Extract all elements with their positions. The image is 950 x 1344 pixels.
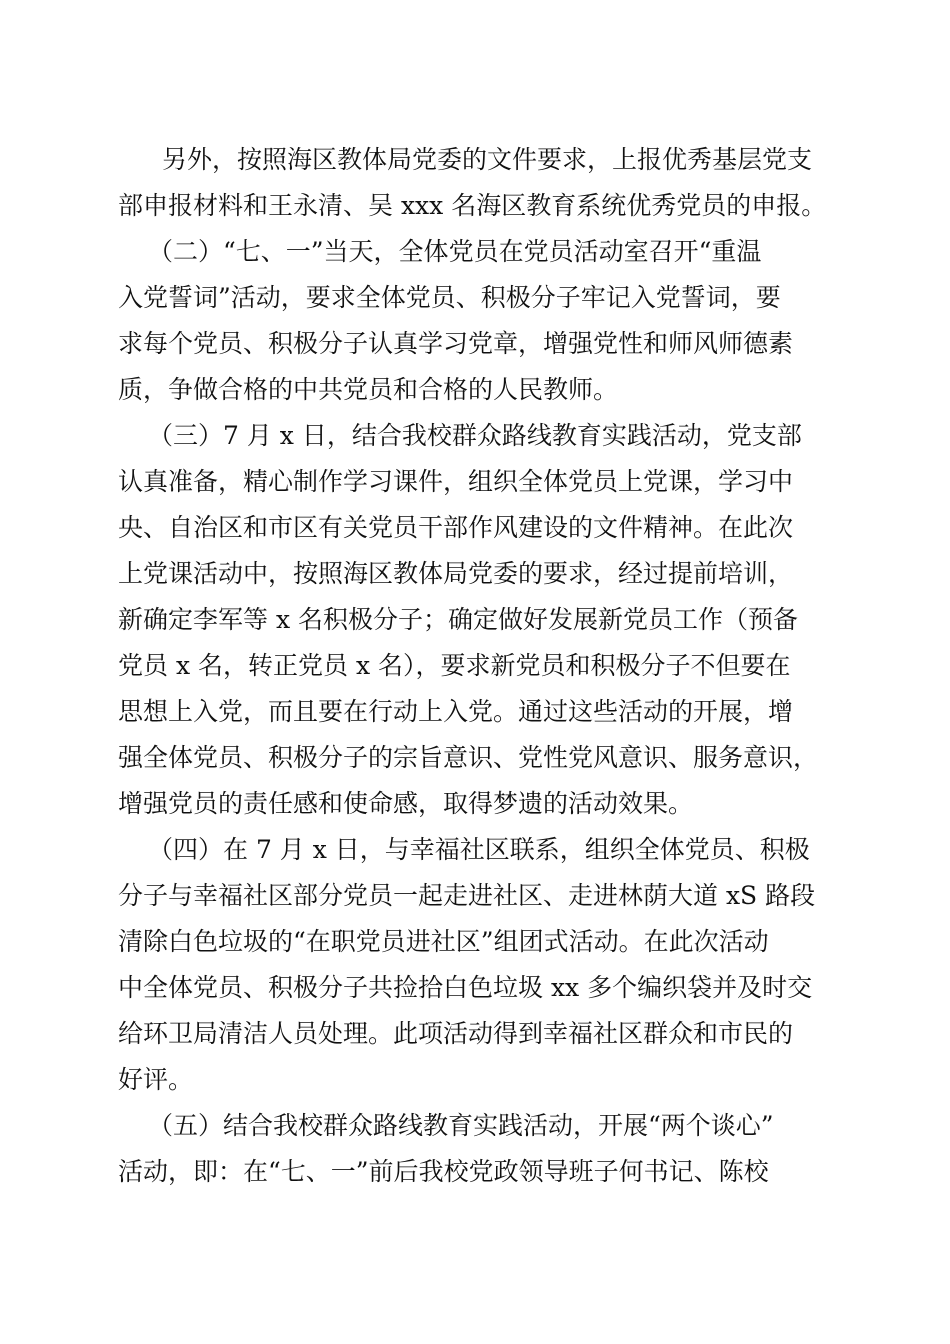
- paragraph-3-line-9: [0, 783, 950, 825]
- paragraph-3-line-4: [0, 553, 950, 595]
- text-line: 给环卫局清洁人员处理。此项活动得到幸福社区群众和市民的: [118, 1019, 794, 1048]
- text-line: 强全体党员、积极分子的宗旨意识、党性党风意识、服务意识，: [118, 743, 819, 772]
- text-line: 增强党员的责任感和使命感，取得梦遗的活动效果。: [118, 789, 694, 818]
- paragraph-4-line-3: [0, 921, 950, 963]
- paragraph-3-line-2: [0, 461, 950, 503]
- text-line: （三）7 月 x 日，结合我校群众路线教育实践活动，党支部: [148, 421, 802, 450]
- paragraph-5-line-1: [0, 1105, 950, 1147]
- text-line: 新确定李军等 x 名积极分子；确定做好发展新党员工作（预备: [118, 605, 798, 634]
- paragraph-3-line-8: [0, 737, 950, 779]
- text-line: 活动，即：在“七、一”前后我校党政领导班子何书记、陈校: [118, 1157, 769, 1186]
- paragraph-4-line-5: [0, 1013, 950, 1055]
- paragraph-3-line-7: [0, 691, 950, 733]
- text-line: 认真准备，精心制作学习课件，组织全体党员上党课，学习中: [118, 467, 794, 496]
- paragraph-5-line-2: [0, 1151, 950, 1193]
- paragraph-1-line-2: [0, 185, 950, 227]
- paragraph-2-line-3: [0, 323, 950, 365]
- text-line: 入党誓词”活动，要求全体党员、积极分子牢记入党誓词，要: [118, 283, 781, 312]
- paragraph-1-line-1: [0, 139, 950, 181]
- text-line: 分子与幸福社区部分党员一起走进社区、走进林荫大道 xS 路段: [118, 881, 816, 910]
- paragraph-3-line-5: [0, 599, 950, 641]
- text-line: 质，争做合格的中共党员和合格的人民教师。: [118, 375, 619, 404]
- paragraph-3-line-1: [0, 415, 950, 457]
- paragraph-3-line-6: [0, 645, 950, 687]
- text-line: 求每个党员、积极分子认真学习党章，增强党性和师风师德素: [118, 329, 794, 358]
- text-line: 部申报材料和王永清、吴 xxx 名海区教育系统优秀党员的申报。: [118, 191, 827, 220]
- text-line: （五）结合我校群众路线教育实践活动，开展“两个谈心”: [148, 1111, 774, 1140]
- text-line: 中全体党员、积极分子共捡拾白色垃圾 xx 多个编织袋并及时交: [118, 973, 813, 1002]
- paragraph-4-line-6: [0, 1059, 950, 1101]
- text-line: 央、自治区和市区有关党员干部作风建设的文件精神。在此次: [118, 513, 794, 542]
- paragraph-4-line-2: [0, 875, 950, 917]
- text-line: 上党课活动中，按照海区教体局党委的要求，经过提前培训，: [118, 559, 794, 588]
- paragraph-4-line-1: [0, 829, 950, 871]
- text-line: （二）“七、一”当天，全体党员在党员活动室召开“重温: [148, 237, 762, 266]
- text-line: 好评。: [118, 1065, 194, 1094]
- text-line: 另外，按照海区教体局党委的文件要求，上报优秀基层党支: [162, 145, 813, 174]
- text-line: （四）在 7 月 x 日，与幸福社区联系，组织全体党员、积极: [148, 835, 810, 864]
- paragraph-2-line-4: [0, 369, 950, 411]
- paragraph-4-line-4: [0, 967, 950, 1009]
- paragraph-2-line-2: [0, 277, 950, 319]
- text-line: 清除白色垃圾的“在职党员进社区”组团式活动。在此次活动: [118, 927, 769, 956]
- paragraph-2-line-1: [0, 231, 950, 273]
- text-line: 思想上入党，而且要在行动上入党。通过这些活动的开展，增: [118, 697, 794, 726]
- text-line: 党员 x 名，转正党员 x 名），要求新党员和积极分子不但要在: [118, 651, 791, 680]
- paragraph-3-line-3: [0, 507, 950, 549]
